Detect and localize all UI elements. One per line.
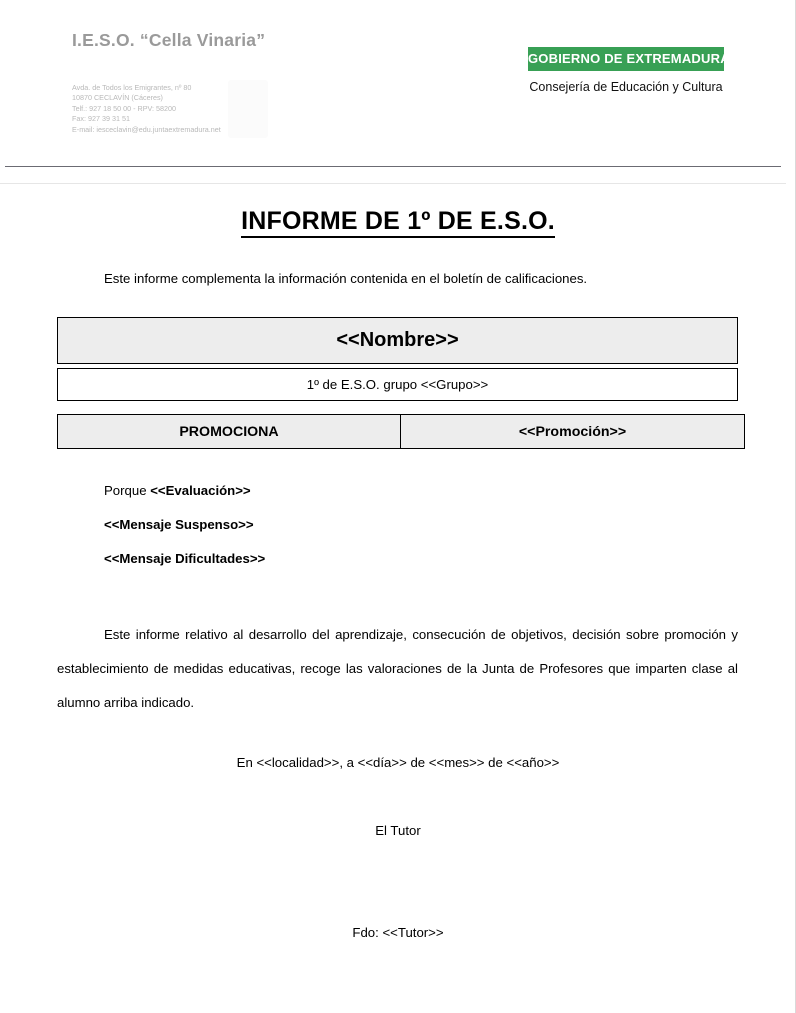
promotion-table (57, 414, 745, 449)
signer-role-label: El Tutor (375, 823, 421, 838)
place-and-date-line: En <<localidad>>, a <<día>> de <<mes>> de <<año>> (236, 755, 560, 770)
porque-prefix: Porque (104, 483, 151, 498)
address-line: Telf.: 927 18 50 00 - RPV: 58200 (72, 103, 177, 113)
consejeria-subtitle: Consejería de Educación y Cultura (529, 80, 723, 94)
page-title-text: INFORME DE 1º DE E.S.O. (241, 207, 555, 238)
table-row (58, 415, 745, 449)
student-name-cell: <<Nombre>> (58, 318, 738, 364)
student-group-cell: 1º de E.S.O. grupo <<Grupo>> (58, 369, 738, 401)
evaluacion-merge-field: <<Evaluación>> (150, 483, 251, 498)
address-line: 10870 CECLAVÍN (Cáceres) (72, 93, 163, 103)
address-line: E-mail: iesceclavin@edu.juntaextremadura.net (72, 124, 221, 134)
school-name: I.E.S.O. “Cella Vinaria” (72, 30, 266, 50)
table-row (58, 318, 738, 364)
header-divider (5, 166, 781, 167)
government-logo-block (528, 47, 730, 94)
body-paragraph: Este informe relativo al desarrollo del aprendizaje, consecución de objetivos, decisión sobre promoción y establecimiento de medidas educativas, recoge las valoraciones de la Junta de Profesores que imparten clase al alumno arriba indicado. (57, 627, 738, 710)
promotion-label-cell: PROMOCIONA (58, 415, 401, 449)
mensaje-dificultades-merge-field: <<Mensaje Dificultades>> (104, 551, 266, 566)
school-address-block (72, 83, 221, 135)
gobierno-de-extremadura-banner: GOBIERNO DE EXTREMADURA (528, 47, 724, 71)
promotion-value-cell: <<Promoción>> (401, 415, 745, 449)
student-table (57, 317, 738, 401)
table-row (58, 369, 738, 401)
reason-line-evaluacion (104, 483, 251, 498)
page-title (0, 207, 796, 236)
address-line: Fax: 927 39 31 51 (72, 114, 130, 124)
header-divider-secondary (0, 183, 786, 184)
letterhead (0, 0, 796, 165)
school-logo-watermark (228, 80, 268, 138)
address-line: Avda. de Todos los Emigrantes, nº 80 (72, 83, 192, 92)
mensaje-suspenso-merge-field: <<Mensaje Suspenso>> (104, 517, 254, 532)
intro-text: Este informe complementa la información contenida en el boletín de calificaciones. (104, 271, 588, 286)
signature-line: Fdo: <<Tutor>> (352, 925, 444, 940)
